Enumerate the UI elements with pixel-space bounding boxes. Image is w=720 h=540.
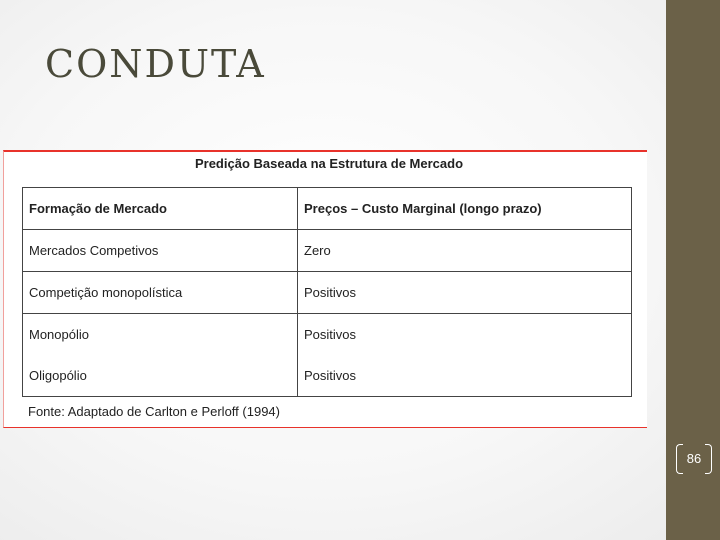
table-cell: Oligopólio: [23, 355, 298, 397]
table-cell: Positivos: [298, 272, 632, 314]
table-title: Predição Baseada na Estrutura de Mercado: [194, 156, 464, 171]
page-number: 86: [676, 444, 712, 474]
header-market-formation: Formação de Mercado: [23, 188, 298, 230]
table-row: [23, 272, 632, 314]
table-cell: Zero: [298, 230, 632, 272]
market-structure-table: [22, 187, 632, 397]
slide-title: CONDUTA: [45, 42, 266, 86]
table-row: [23, 355, 632, 397]
table-header-row: [23, 188, 632, 230]
table-row: [23, 230, 632, 272]
table-figure: [3, 150, 647, 428]
table-source: Fonte: Adaptado de Carlton e Perloff (1994): [28, 404, 280, 419]
table-cell: Mercados Competivos: [23, 230, 298, 272]
table-cell: Monopólio: [23, 314, 298, 356]
table-cell: Competição monopolística: [23, 272, 298, 314]
table-cell: Positivos: [298, 314, 632, 356]
table-row: [23, 314, 632, 356]
header-price-marginal-cost: Preços – Custo Marginal (longo prazo): [298, 188, 632, 230]
table-cell: Positivos: [298, 355, 632, 397]
